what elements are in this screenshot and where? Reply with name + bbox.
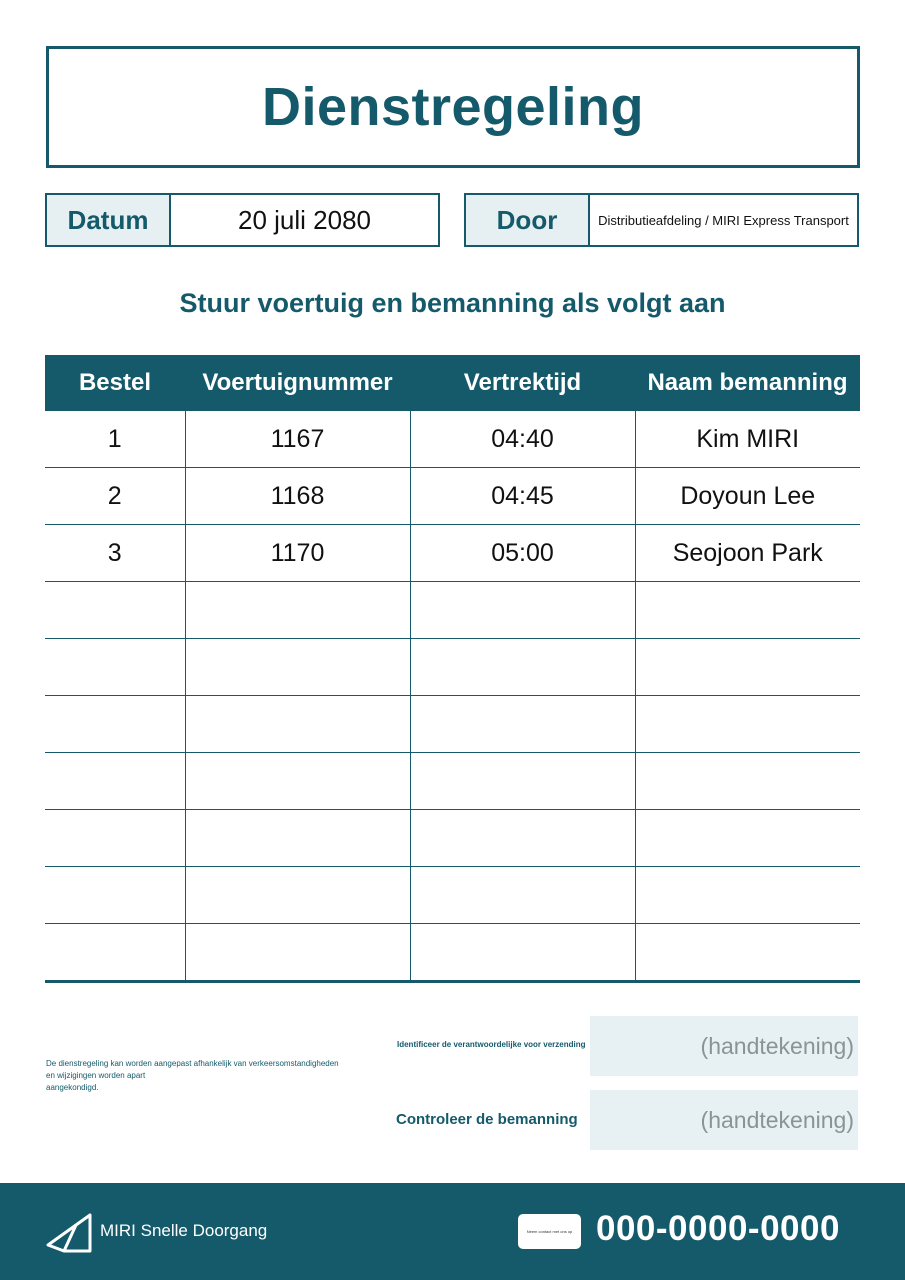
cell-vehicle[interactable] xyxy=(185,696,410,753)
table-row xyxy=(45,696,860,753)
table-row xyxy=(45,639,860,696)
cell-vehicle[interactable] xyxy=(185,867,410,924)
crew-signature-field[interactable]: (handtekening) xyxy=(590,1090,858,1150)
cell-crew: Kim MIRI xyxy=(635,411,860,468)
cell-bestel[interactable] xyxy=(45,924,185,982)
identify-responsible-label: Identificeer de verantwoordelijke voor verzending xyxy=(397,1040,586,1049)
cell-crew: Seojoon Park xyxy=(635,525,860,582)
table-row xyxy=(45,753,860,810)
date-label: Datum xyxy=(47,195,171,245)
notice-line: en wijzigingen worden apart xyxy=(46,1071,146,1080)
cell-departure[interactable] xyxy=(410,582,635,639)
cell-vehicle: 1168 xyxy=(185,468,410,525)
cell-crew[interactable] xyxy=(635,582,860,639)
cell-departure[interactable] xyxy=(410,867,635,924)
header-naam-bemanning: Naam bemanning xyxy=(635,355,860,411)
cell-departure[interactable] xyxy=(410,639,635,696)
table-header-row xyxy=(45,355,860,411)
cell-vehicle[interactable] xyxy=(185,753,410,810)
cell-bestel: 1 xyxy=(45,411,185,468)
notice-line: aangekondigd. xyxy=(46,1083,99,1092)
schedule-notice xyxy=(46,1058,356,1094)
table-row xyxy=(45,468,860,525)
by-value: Distributieafdeling / MIRI Express Transport xyxy=(590,195,857,245)
cell-crew[interactable] xyxy=(635,753,860,810)
cell-crew[interactable] xyxy=(635,639,860,696)
table-row xyxy=(45,525,860,582)
brand-name: MIRI Snelle Doorgang xyxy=(100,1221,268,1240)
contact-card[interactable]: Neem contact met ons op xyxy=(518,1214,581,1249)
header-bestel: Bestel xyxy=(45,355,185,411)
page-title: Dienstregeling xyxy=(261,77,645,137)
schedule-table xyxy=(45,355,860,983)
header-voertuignummer: Voertuignummer xyxy=(185,355,410,411)
cell-vehicle[interactable] xyxy=(185,582,410,639)
cell-bestel: 2 xyxy=(45,468,185,525)
cell-bestel[interactable] xyxy=(45,639,185,696)
notice-line: De dienstregeling kan worden aangepast afhankelijk van verkeersomstandigheden xyxy=(46,1059,339,1068)
table-row xyxy=(45,411,860,468)
cell-departure[interactable] xyxy=(410,696,635,753)
cell-departure: 04:40 xyxy=(410,411,635,468)
table-row xyxy=(45,924,860,982)
cell-vehicle: 1167 xyxy=(185,411,410,468)
by-label: Door xyxy=(466,195,590,245)
cell-bestel[interactable] xyxy=(45,867,185,924)
cell-bestel[interactable] xyxy=(45,753,185,810)
by-field xyxy=(464,193,859,247)
date-field xyxy=(45,193,440,247)
dispatch-signature-field[interactable]: (handtekening) xyxy=(590,1016,858,1076)
cell-departure[interactable] xyxy=(410,753,635,810)
cell-vehicle[interactable] xyxy=(185,924,410,982)
cell-crew[interactable] xyxy=(635,810,860,867)
cell-bestel[interactable] xyxy=(45,582,185,639)
table-row xyxy=(45,867,860,924)
cell-crew: Doyoun Lee xyxy=(635,468,860,525)
cell-bestel: 3 xyxy=(45,525,185,582)
cell-departure: 05:00 xyxy=(410,525,635,582)
cell-vehicle[interactable] xyxy=(185,810,410,867)
cell-crew[interactable] xyxy=(635,924,860,982)
cell-crew[interactable] xyxy=(635,867,860,924)
cell-departure[interactable] xyxy=(410,924,635,982)
cell-bestel[interactable] xyxy=(45,696,185,753)
table-row xyxy=(45,582,860,639)
cell-vehicle[interactable] xyxy=(185,639,410,696)
cell-departure: 04:45 xyxy=(410,468,635,525)
cell-crew[interactable] xyxy=(635,696,860,753)
cell-vehicle: 1170 xyxy=(185,525,410,582)
check-crew-label: Controleer de bemanning xyxy=(396,1111,578,1128)
logo-icon xyxy=(46,1213,92,1253)
title-box xyxy=(46,46,860,168)
instruction-subtitle: Stuur voertuig en bemanning als volgt aan xyxy=(179,288,726,318)
cell-departure[interactable] xyxy=(410,810,635,867)
phone-number[interactable]: 000-0000-0000 xyxy=(596,1209,840,1248)
cell-bestel[interactable] xyxy=(45,810,185,867)
header-vertrektijd: Vertrektijd xyxy=(410,355,635,411)
footer-bar xyxy=(0,1183,905,1280)
date-value: 20 juli 2080 xyxy=(171,195,438,245)
table-row xyxy=(45,810,860,867)
